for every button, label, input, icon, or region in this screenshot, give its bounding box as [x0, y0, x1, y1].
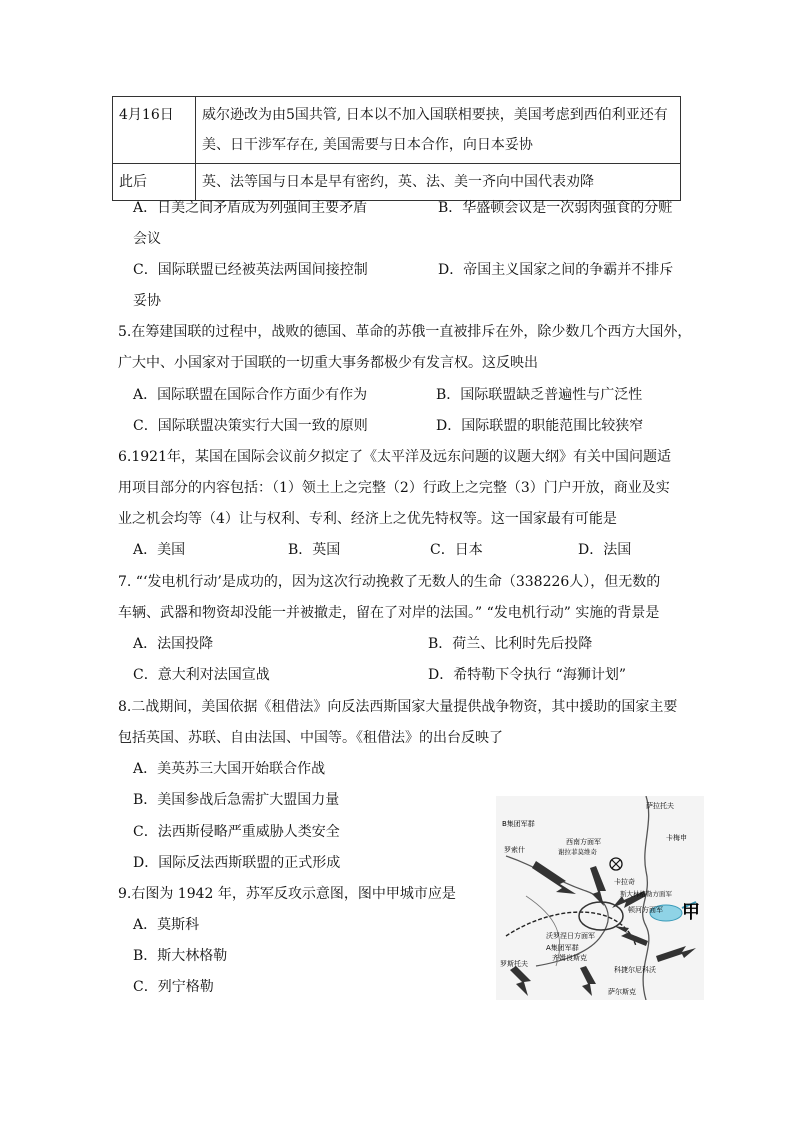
map-label: B集团军群: [502, 820, 535, 828]
q7-stem-line: 7. “‘发电机行动’是成功的，因为这次行动挽救了无数人的生命（338226人），但无数的: [118, 574, 661, 590]
q8-option-b: B．美国参战后急需扩大盟国力量: [133, 792, 340, 808]
q6-option-b: B．英国: [288, 542, 341, 558]
q8-option-c: C．法西斯侵略严重威胁人类安全: [133, 824, 340, 840]
table-date-cell: 此后: [113, 164, 196, 201]
q7-option-c: C．意大利对法国宣战: [133, 667, 270, 683]
map-label: A集团军群: [546, 944, 579, 952]
q5-option-d: D．国际联盟的职能范围比较狭窄: [436, 418, 644, 434]
map-label: 卡拉奇: [614, 878, 635, 886]
map-label: 科捷尔尼科沃: [614, 966, 656, 974]
table-content-cell: [196, 164, 681, 201]
counteroffensive-map: [496, 796, 704, 1000]
q4-option-b-cont: 会议: [133, 231, 161, 247]
map-label: 萨拉托夫: [646, 802, 674, 810]
q4-option-a: A．日美之间矛盾成为列强间主要矛盾: [133, 200, 368, 216]
q7-option-a: A．法国投降: [133, 636, 214, 652]
table-date-cell: 4月16日: [113, 97, 196, 164]
q8-stem-line: 8.二战期间，美国依据《租借法》向反法西斯国家大量提供战争物资，其中援助的国家主要: [118, 699, 678, 715]
q4-option-c: C．国际联盟已经被英法两国间接控制: [133, 262, 368, 278]
table-row: [113, 164, 681, 201]
map-label: 萨尔斯克: [608, 988, 636, 996]
map-label: 谢拉菲莫维奇: [558, 848, 597, 856]
table-row: [113, 97, 681, 164]
map-label-jia: 甲: [682, 902, 700, 923]
q6-option-d: D．法国: [578, 542, 632, 558]
map-label: 西南方面军: [566, 838, 601, 846]
map-label: 卡梅申: [666, 834, 687, 842]
q5-stem-line: 5.在筹建国联的过程中，战败的德国、革命的苏俄一直被排斥在外，除少数几个西方大国外，: [118, 324, 692, 340]
map-label: 斯大林格勒方面军: [620, 890, 672, 898]
q8-option-a: A．美英苏三大国开始联合作战: [133, 761, 326, 777]
map-label: 罗索什: [504, 846, 525, 854]
table-text-line: 美、日干涉军存在, 美国需要与日本合作，向日本妥协: [202, 137, 533, 153]
table-content-cell: [196, 97, 681, 164]
q8-stem-line: 包括英国、苏联、自由法国、中国等。《租借法》的出台反映了: [118, 730, 503, 746]
q5-option-c: C．国际联盟决策实行大国一致的原则: [133, 418, 368, 434]
q6-stem-line: 业之机会均等（4）让与权利、专利、经济上之优先特权等。这一国家最有可能是: [118, 511, 617, 527]
q7-option-b: B．荷兰、比利时先后投降: [428, 636, 593, 652]
q9-option-a: A．莫斯科: [133, 917, 200, 933]
event-table: [112, 96, 681, 201]
q7-stem-line: 车辆、武器和物资却没能一并被撤走，留在了对岸的法国。” “发电机行动” 实施的背景是: [118, 605, 660, 621]
q6-option-a: A．美国: [133, 542, 186, 558]
map-label: 齐姆良斯克: [552, 954, 587, 962]
map-label: 顿河方面军: [628, 906, 663, 914]
map-label: 罗斯托夫: [500, 960, 528, 968]
q9-option-c: C．列宁格勒: [133, 979, 214, 995]
q9-stem-line: 9.右图为 1942 年，苏军反攻示意图，图中甲城市应是: [118, 886, 456, 902]
q4-option-b: B．华盛顿会议是一次弱肉强食的分赃: [438, 200, 673, 216]
table-text-line: 威尔逊改为由5国共管, 日本以不加入国联相要挟，美国考虑到西伯利亚还有: [202, 107, 668, 123]
q4-option-d-cont: 妥协: [133, 293, 161, 309]
q5-stem-line: 广大中、小国家对于国联的一切重大事务都极少有发言权。这反映出: [118, 355, 538, 371]
map-label: 沃罗涅日方面军: [546, 932, 595, 940]
q6-stem-line: 用项目部分的内容包括：（1）领土上之完整（2）行政上之完整（3）门户开放，商业及实: [118, 480, 670, 496]
q4-option-d: D．帝国主义国家之间的争霸并不排斥: [438, 262, 674, 278]
table-text-line: 英、法等国与日本是早有密约，英、法、美一齐向中国代表劝降: [202, 174, 594, 190]
q6-option-c: C．日本: [430, 542, 483, 558]
q8-option-d: D．国际反法西斯联盟的正式形成: [133, 855, 341, 871]
q7-option-d: D．希特勒下令执行 “海狮计划”: [428, 667, 626, 683]
q5-option-a: A．国际联盟在国际合作方面少有作为: [133, 387, 368, 403]
q5-option-b: B．国际联盟缺乏普遍性与广泛性: [436, 387, 643, 403]
q9-option-b: B．斯大林格勒: [133, 948, 228, 964]
q6-stem-line: 6.1921年，某国在国际会议前夕拟定了《太平洋及远东问题的议题大纲》有关中国问题适: [118, 449, 671, 465]
